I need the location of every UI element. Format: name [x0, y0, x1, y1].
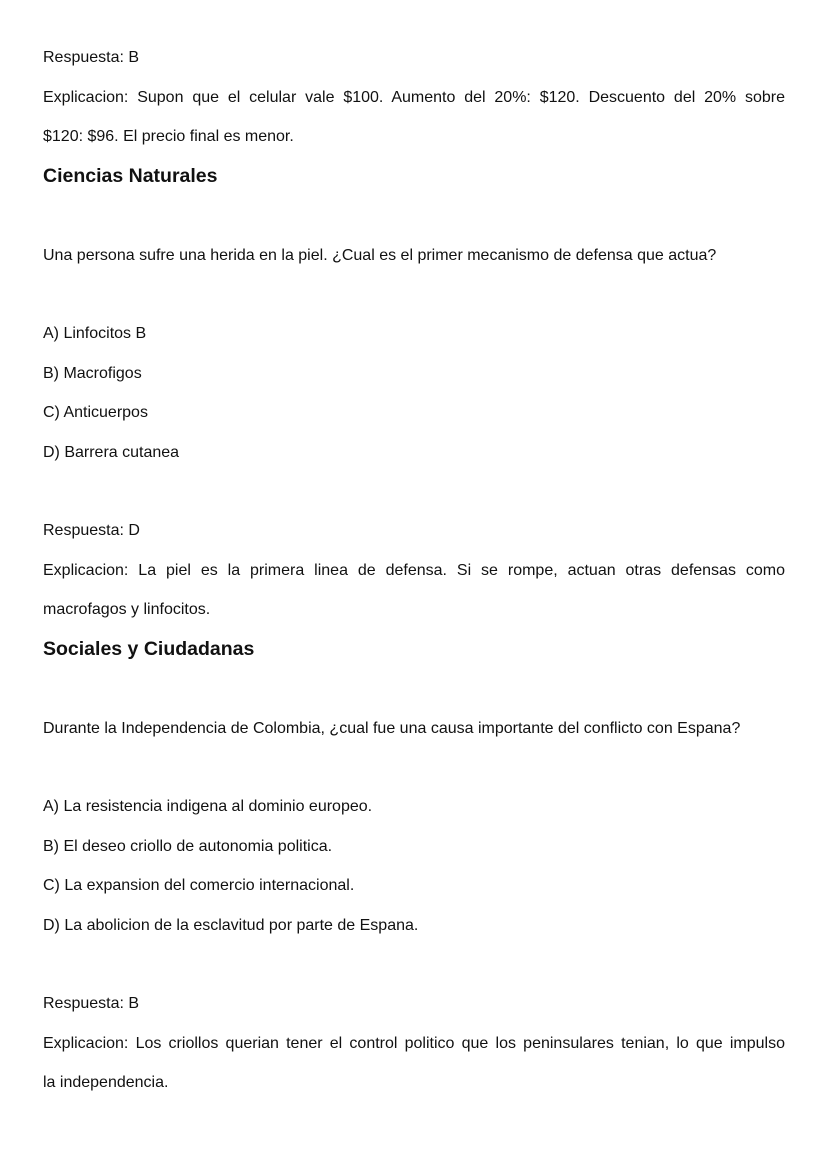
ciencias-explanation-line1: Explicacion: La piel es la primera linea de defensa. Si se rompe, actuan otras defensas como — [43, 562, 785, 579]
ciencias-answer: Respuesta: D — [43, 522, 140, 539]
sociales-option-a: A) La resistencia indigena al dominio europeo. — [43, 798, 373, 815]
sociales-question: Durante la Independencia de Colombia, ¿cual fue una causa importante del conflicto con Espana? — [43, 720, 741, 737]
section-heading-sociales: Sociales y Ciudadanas — [43, 638, 255, 660]
prev-explanation-line1: Explicacion: Supon que el celular vale $100. Aumento del 20%: $120. Descuento del 20% sobre — [43, 89, 785, 106]
section-heading-ciencias: Ciencias Naturales — [43, 165, 218, 187]
prev-explanation-line2: $120: $96. El precio final es menor. — [43, 128, 294, 145]
sociales-option-d: D) La abolicion de la esclavitud por parte de Espana. — [43, 917, 419, 934]
sociales-explanation-line2: la independencia. — [43, 1074, 169, 1091]
ciencias-question: Una persona sufre una herida en la piel. ¿Cual es el primer mecanismo de defensa que actua? — [43, 247, 717, 264]
ciencias-option-d: D) Barrera cutanea — [43, 444, 180, 461]
ciencias-option-a: A) Linfocitos B — [43, 325, 147, 342]
prev-answer: Respuesta: B — [43, 49, 140, 66]
ciencias-option-b: B) Macrofigos — [43, 365, 142, 382]
sociales-option-b: B) El deseo criollo de autonomia politica. — [43, 838, 333, 855]
sociales-option-c: C) La expansion del comercio internacional. — [43, 877, 355, 894]
ciencias-option-c: C) Anticuerpos — [43, 404, 148, 421]
ciencias-explanation-line2: macrofagos y linfocitos. — [43, 601, 211, 618]
sociales-explanation-line1: Explicacion: Los criollos querian tener el control politico que los peninsulares tenian, lo que impulso — [43, 1035, 785, 1052]
sociales-answer: Respuesta: B — [43, 995, 140, 1012]
